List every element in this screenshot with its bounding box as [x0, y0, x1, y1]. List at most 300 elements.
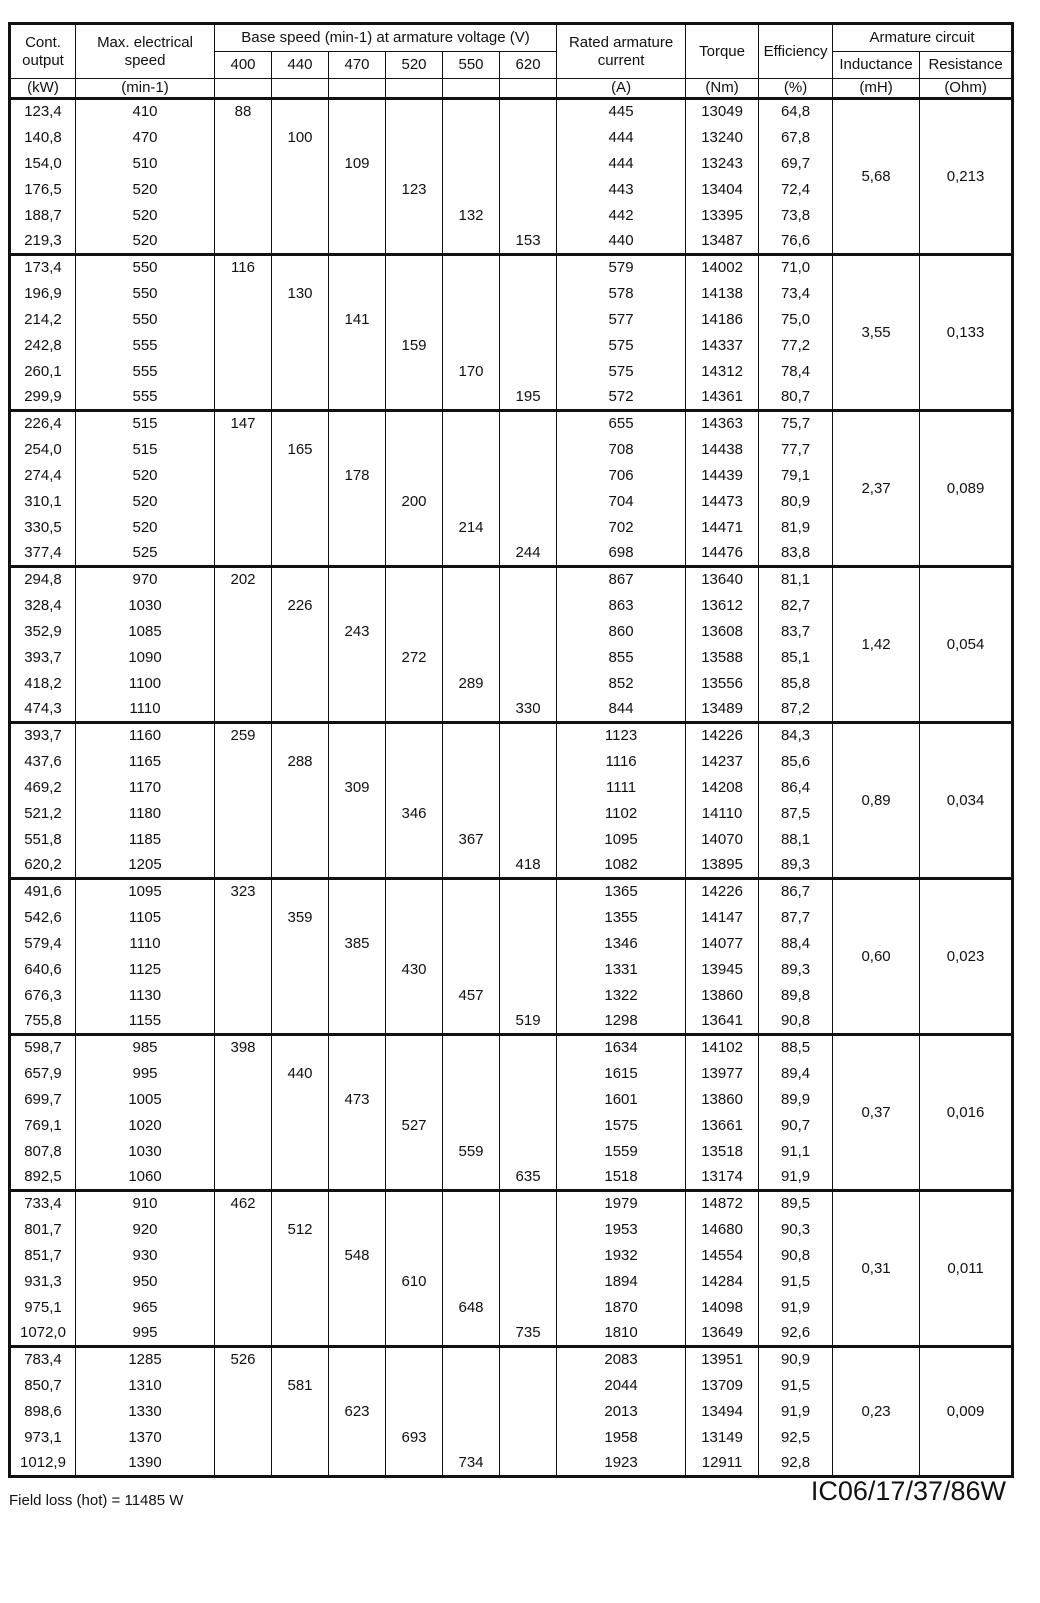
- table-cell: [272, 1139, 329, 1165]
- table-cell: [272, 411, 329, 437]
- table-cell: [272, 229, 329, 255]
- table-cell: 1331: [557, 957, 686, 983]
- table-cell: 575: [557, 359, 686, 385]
- table-row: [10, 1347, 1013, 1373]
- table-cell: 243: [329, 619, 386, 645]
- table-cell: [272, 619, 329, 645]
- table-cell: [215, 489, 272, 515]
- inductance-cell: 1,42: [833, 567, 920, 723]
- table-cell: 14186: [686, 307, 759, 333]
- table-cell: [386, 619, 443, 645]
- table-cell: [386, 931, 443, 957]
- table-cell: 310,1: [10, 489, 76, 515]
- table-cell: [443, 411, 500, 437]
- table-cell: 88,4: [759, 931, 833, 957]
- table-cell: [329, 1113, 386, 1139]
- table-cell: 13487: [686, 229, 759, 255]
- table-cell: [443, 593, 500, 619]
- inductance-cell: 5,68: [833, 99, 920, 255]
- table-cell: [386, 307, 443, 333]
- inductance-cell: 0,31: [833, 1191, 920, 1347]
- table-cell: [500, 1373, 557, 1399]
- table-cell: 850,7: [10, 1373, 76, 1399]
- table-cell: 13951: [686, 1347, 759, 1373]
- table-cell: 1923: [557, 1451, 686, 1477]
- table-cell: [215, 541, 272, 567]
- table-cell: [329, 749, 386, 775]
- table-cell: 1180: [76, 801, 215, 827]
- table-cell: [443, 463, 500, 489]
- table-cell: 13240: [686, 125, 759, 151]
- table-cell: [443, 775, 500, 801]
- table-cell: 598,7: [10, 1035, 76, 1061]
- table-cell: 13404: [686, 177, 759, 203]
- table-cell: [272, 1243, 329, 1269]
- table-cell: 13588: [686, 645, 759, 671]
- table-cell: [386, 229, 443, 255]
- table-cell: 1030: [76, 1139, 215, 1165]
- table-cell: 14226: [686, 879, 759, 905]
- table-cell: 13494: [686, 1399, 759, 1425]
- table-row: [10, 879, 1013, 905]
- table-cell: 72,4: [759, 177, 833, 203]
- table-cell: 260,1: [10, 359, 76, 385]
- table-cell: 1185: [76, 827, 215, 853]
- table-cell: [329, 281, 386, 307]
- table-row: [10, 411, 1013, 437]
- table-cell: [500, 1191, 557, 1217]
- table-cell: [215, 437, 272, 463]
- table-cell: 77,2: [759, 333, 833, 359]
- table-cell: 1601: [557, 1087, 686, 1113]
- table-cell: [215, 827, 272, 853]
- table-cell: 92,6: [759, 1321, 833, 1347]
- table-cell: 519: [500, 1009, 557, 1035]
- table-cell: 734: [443, 1451, 500, 1477]
- table-cell: [272, 1295, 329, 1321]
- table-cell: [329, 1347, 386, 1373]
- table-cell: 116: [215, 255, 272, 281]
- table-cell: 892,5: [10, 1165, 76, 1191]
- table-cell: [386, 1243, 443, 1269]
- table-cell: 410: [76, 99, 215, 125]
- table-cell: [329, 541, 386, 567]
- table-cell: [329, 1139, 386, 1165]
- table-cell: 1870: [557, 1295, 686, 1321]
- table-cell: 214: [443, 515, 500, 541]
- table-cell: 457: [443, 983, 500, 1009]
- table-cell: [500, 1347, 557, 1373]
- table-cell: 76,6: [759, 229, 833, 255]
- table-cell: 71,0: [759, 255, 833, 281]
- table-cell: [443, 1087, 500, 1113]
- table-cell: 579,4: [10, 931, 76, 957]
- table-cell: 610: [386, 1269, 443, 1295]
- table-cell: 1810: [557, 1321, 686, 1347]
- table-cell: 64,8: [759, 99, 833, 125]
- table-cell: [386, 515, 443, 541]
- table-cell: 1165: [76, 749, 215, 775]
- table-cell: 159: [386, 333, 443, 359]
- table-cell: 14471: [686, 515, 759, 541]
- table-cell: [215, 1399, 272, 1425]
- table-cell: 852: [557, 671, 686, 697]
- table-cell: [386, 1347, 443, 1373]
- unit-cell: (%): [759, 79, 833, 99]
- table-cell: 92,5: [759, 1425, 833, 1451]
- table-cell: [386, 567, 443, 593]
- table-cell: 1298: [557, 1009, 686, 1035]
- table-cell: [329, 801, 386, 827]
- table-cell: 2083: [557, 1347, 686, 1373]
- table-cell: [329, 1035, 386, 1061]
- header-resistance: Resistance: [920, 52, 1013, 79]
- table-cell: 80,7: [759, 385, 833, 411]
- table-cell: [272, 1191, 329, 1217]
- table-cell: 14554: [686, 1243, 759, 1269]
- table-cell: 1979: [557, 1191, 686, 1217]
- table-cell: 367: [443, 827, 500, 853]
- table-cell: 575: [557, 333, 686, 359]
- table-cell: [272, 99, 329, 125]
- table-cell: 920: [76, 1217, 215, 1243]
- table-cell: [329, 1165, 386, 1191]
- unit-cell: [500, 79, 557, 99]
- table-cell: [215, 125, 272, 151]
- table-cell: [386, 1321, 443, 1347]
- table-cell: [500, 645, 557, 671]
- table-cell: 91,9: [759, 1399, 833, 1425]
- table-cell: 13860: [686, 983, 759, 1009]
- unit-cell: (Ohm): [920, 79, 1013, 99]
- table-cell: 510: [76, 151, 215, 177]
- table-cell: [443, 1217, 500, 1243]
- table-cell: [386, 1451, 443, 1477]
- table-cell: 90,3: [759, 1217, 833, 1243]
- units-row: [10, 79, 1013, 99]
- table-cell: 443: [557, 177, 686, 203]
- table-cell: 437,6: [10, 749, 76, 775]
- table-cell: 77,7: [759, 437, 833, 463]
- table-cell: [272, 1165, 329, 1191]
- table-cell: 14473: [686, 489, 759, 515]
- table-cell: [329, 879, 386, 905]
- table-cell: [272, 359, 329, 385]
- table-cell: 555: [76, 359, 215, 385]
- table-cell: 85,1: [759, 645, 833, 671]
- resistance-cell: 0,009: [920, 1347, 1013, 1477]
- table-cell: 13709: [686, 1373, 759, 1399]
- table-cell: [329, 411, 386, 437]
- table-cell: [272, 1451, 329, 1477]
- table-cell: [443, 177, 500, 203]
- table-cell: [215, 1087, 272, 1113]
- table-cell: [500, 619, 557, 645]
- table-cell: 1390: [76, 1451, 215, 1477]
- table-cell: [500, 1295, 557, 1321]
- table-cell: 735: [500, 1321, 557, 1347]
- table-cell: 1111: [557, 775, 686, 801]
- table-cell: [272, 645, 329, 671]
- table-cell: [272, 1347, 329, 1373]
- table-cell: 1125: [76, 957, 215, 983]
- table-cell: [329, 1009, 386, 1035]
- table-cell: [272, 567, 329, 593]
- table-cell: 13640: [686, 567, 759, 593]
- unit-cell: [272, 79, 329, 99]
- table-cell: [500, 151, 557, 177]
- table-cell: [386, 1373, 443, 1399]
- table-cell: 188,7: [10, 203, 76, 229]
- document-code: IC06/17/37/86W: [810, 1476, 1006, 1506]
- table-cell: 520: [76, 203, 215, 229]
- table-cell: 430: [386, 957, 443, 983]
- table-cell: 520: [76, 489, 215, 515]
- table-cell: 1095: [76, 879, 215, 905]
- table-cell: [272, 541, 329, 567]
- table-cell: 527: [386, 1113, 443, 1139]
- table-cell: 1365: [557, 879, 686, 905]
- resistance-cell: 0,023: [920, 879, 1013, 1035]
- table-cell: [500, 827, 557, 853]
- table-cell: 807,8: [10, 1139, 76, 1165]
- table-cell: 328,4: [10, 593, 76, 619]
- table-cell: 1020: [76, 1113, 215, 1139]
- table-cell: [215, 1165, 272, 1191]
- table-cell: [500, 489, 557, 515]
- table-cell: 86,4: [759, 775, 833, 801]
- table-cell: 512: [272, 1217, 329, 1243]
- table-cell: [215, 983, 272, 1009]
- table-cell: [443, 437, 500, 463]
- table-row: [10, 1035, 1013, 1061]
- table-cell: 548: [329, 1243, 386, 1269]
- table-cell: 444: [557, 151, 686, 177]
- table-cell: 14002: [686, 255, 759, 281]
- table-cell: 1615: [557, 1061, 686, 1087]
- table-cell: [215, 1139, 272, 1165]
- table-cell: [500, 1217, 557, 1243]
- table-cell: 91,5: [759, 1373, 833, 1399]
- table-cell: 14337: [686, 333, 759, 359]
- table-cell: [215, 333, 272, 359]
- table-cell: 14872: [686, 1191, 759, 1217]
- table-cell: 473: [329, 1087, 386, 1113]
- table-cell: 14438: [686, 437, 759, 463]
- table-cell: [329, 437, 386, 463]
- table-cell: 91,9: [759, 1295, 833, 1321]
- table-cell: [443, 541, 500, 567]
- table-cell: 359: [272, 905, 329, 931]
- table-cell: 676,3: [10, 983, 76, 1009]
- table-cell: 123: [386, 177, 443, 203]
- table-cell: [443, 125, 500, 151]
- table-cell: 14363: [686, 411, 759, 437]
- table-cell: [272, 255, 329, 281]
- header-voltage-400: 400: [215, 52, 272, 79]
- table-cell: 442: [557, 203, 686, 229]
- table-cell: [443, 1373, 500, 1399]
- table-cell: 1155: [76, 1009, 215, 1035]
- table-cell: 196,9: [10, 281, 76, 307]
- table-cell: 1170: [76, 775, 215, 801]
- table-cell: [500, 775, 557, 801]
- table-cell: 14284: [686, 1269, 759, 1295]
- table-cell: [500, 1243, 557, 1269]
- table-cell: 90,8: [759, 1243, 833, 1269]
- table-cell: [329, 905, 386, 931]
- table-cell: 555: [76, 333, 215, 359]
- table-cell: 288: [272, 749, 329, 775]
- table-cell: 551,8: [10, 827, 76, 853]
- table-cell: 1285: [76, 1347, 215, 1373]
- table-cell: [329, 515, 386, 541]
- header-efficiency: Efficiency: [759, 24, 833, 79]
- resistance-cell: 0,034: [920, 723, 1013, 879]
- header-torque: Torque: [686, 24, 759, 79]
- table-cell: 1330: [76, 1399, 215, 1425]
- table-cell: 520: [76, 515, 215, 541]
- table-cell: 578: [557, 281, 686, 307]
- table-cell: [500, 203, 557, 229]
- table-cell: 14102: [686, 1035, 759, 1061]
- resistance-cell: 0,133: [920, 255, 1013, 411]
- table-cell: 195: [500, 385, 557, 411]
- resistance-cell: 0,011: [920, 1191, 1013, 1347]
- table-cell: [386, 1009, 443, 1035]
- table-cell: [386, 1191, 443, 1217]
- table-cell: [386, 749, 443, 775]
- table-cell: 13518: [686, 1139, 759, 1165]
- table-cell: 80,9: [759, 489, 833, 515]
- table-cell: 83,8: [759, 541, 833, 567]
- motor-data-table: [8, 22, 1014, 1478]
- table-cell: [443, 1191, 500, 1217]
- table-cell: 640,6: [10, 957, 76, 983]
- table-cell: [500, 1061, 557, 1087]
- table-cell: 491,6: [10, 879, 76, 905]
- resistance-cell: 0,213: [920, 99, 1013, 255]
- table-cell: [215, 801, 272, 827]
- unit-cell: [329, 79, 386, 99]
- table-cell: 1932: [557, 1243, 686, 1269]
- unit-cell: (kW): [10, 79, 76, 99]
- table-row: [10, 723, 1013, 749]
- table-cell: [500, 983, 557, 1009]
- table-cell: [443, 801, 500, 827]
- table-cell: [215, 697, 272, 723]
- table-cell: [386, 281, 443, 307]
- table-cell: [500, 307, 557, 333]
- table-cell: 572: [557, 385, 686, 411]
- table-cell: 219,3: [10, 229, 76, 255]
- table-cell: 867: [557, 567, 686, 593]
- table-cell: 393,7: [10, 723, 76, 749]
- table-cell: [500, 1451, 557, 1477]
- table-cell: [272, 983, 329, 1009]
- table-cell: 515: [76, 411, 215, 437]
- table-cell: 14070: [686, 827, 759, 853]
- table-cell: [329, 125, 386, 151]
- table-cell: [215, 1321, 272, 1347]
- table-cell: 655: [557, 411, 686, 437]
- table-cell: [443, 307, 500, 333]
- table-cell: [443, 151, 500, 177]
- table-cell: [215, 151, 272, 177]
- table-cell: [386, 671, 443, 697]
- table-cell: 13049: [686, 99, 759, 125]
- table-cell: [329, 203, 386, 229]
- table-body: [10, 99, 1013, 1477]
- table-cell: [215, 1451, 272, 1477]
- table-cell: [500, 879, 557, 905]
- table-cell: 13860: [686, 1087, 759, 1113]
- table-cell: 87,5: [759, 801, 833, 827]
- table-cell: 733,4: [10, 1191, 76, 1217]
- header-inductance: Inductance: [833, 52, 920, 79]
- table-cell: [386, 827, 443, 853]
- table-cell: [443, 723, 500, 749]
- table-cell: [500, 177, 557, 203]
- table-cell: 78,4: [759, 359, 833, 385]
- table-cell: [500, 125, 557, 151]
- table-cell: 14361: [686, 385, 759, 411]
- table-cell: [215, 1217, 272, 1243]
- table-cell: 440: [272, 1061, 329, 1087]
- table-cell: [272, 1035, 329, 1061]
- resistance-cell: 0,089: [920, 411, 1013, 567]
- table-cell: [272, 801, 329, 827]
- table-cell: [215, 593, 272, 619]
- table-cell: [443, 1269, 500, 1295]
- table-cell: 1894: [557, 1269, 686, 1295]
- table-cell: [215, 1373, 272, 1399]
- table-cell: 200: [386, 489, 443, 515]
- header-voltage-620: 620: [500, 52, 557, 79]
- table-cell: [500, 1113, 557, 1139]
- table-cell: [500, 515, 557, 541]
- table-cell: [329, 385, 386, 411]
- table-cell: [215, 853, 272, 879]
- table-cell: [272, 671, 329, 697]
- table-cell: 14312: [686, 359, 759, 385]
- table-cell: 550: [76, 281, 215, 307]
- inductance-cell: 2,37: [833, 411, 920, 567]
- table-cell: 559: [443, 1139, 500, 1165]
- table-cell: [329, 255, 386, 281]
- table-cell: 88: [215, 99, 272, 125]
- table-cell: 698: [557, 541, 686, 567]
- table-cell: [500, 723, 557, 749]
- table-cell: 226,4: [10, 411, 76, 437]
- unit-cell: [443, 79, 500, 99]
- table-cell: 330,5: [10, 515, 76, 541]
- table-cell: 13243: [686, 151, 759, 177]
- table-cell: 91,1: [759, 1139, 833, 1165]
- table-cell: [215, 1009, 272, 1035]
- table-cell: 1355: [557, 905, 686, 931]
- table-cell: 259: [215, 723, 272, 749]
- table-cell: 702: [557, 515, 686, 541]
- table-cell: 13174: [686, 1165, 759, 1191]
- table-cell: [272, 1321, 329, 1347]
- table-cell: 140,8: [10, 125, 76, 151]
- table-cell: 14147: [686, 905, 759, 931]
- table-cell: 470: [76, 125, 215, 151]
- table-cell: 109: [329, 151, 386, 177]
- table-cell: 863: [557, 593, 686, 619]
- table-cell: [329, 1425, 386, 1451]
